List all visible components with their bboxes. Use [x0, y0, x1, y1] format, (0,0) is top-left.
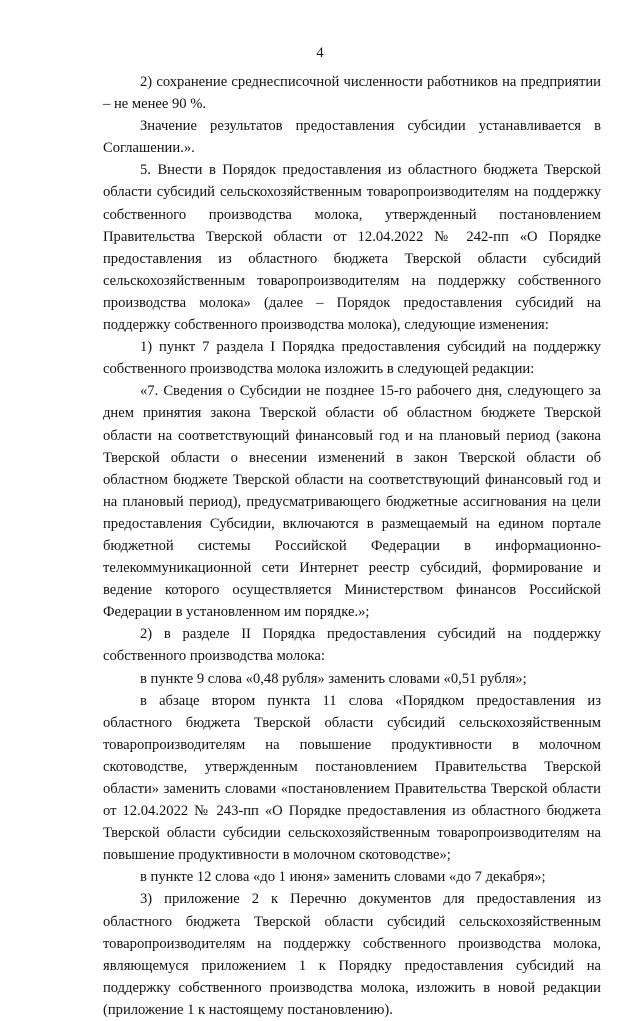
paragraph-point-9: в пункте 9 слова «0,48 рубля» заменить словами «0,51 рубля»; [140, 670, 527, 687]
paragraph-employees: 2) сохранение среднесписочной численности работников на предприятии – не менее 90 %. [103, 74, 601, 113]
document-body [103, 71, 601, 1021]
paragraph-subitem-1: 1) пункт 7 раздела I Порядка предоставления субсидий на поддержку собственного производства молока изложить в следующей редакции: [103, 339, 601, 378]
paragraph-point-11: в абзаце втором пункта 11 слова «Порядком предоставления из областного бюджета Тверской области субсидий сельскохозяйственным товаропроизводителям на повышение продуктивности в молочном скотоводстве, утвержденным постановлением Правительства Тверской области» заменить словами «постановлением Правительства Тверской области от 12.04.2022 № 243-пп «О Порядке предоставления из областного бюджета Тверской области субсидии сельскохозяйственным товаропроизводителям на повышение продуктивности в молочном скотоводстве»; [103, 692, 601, 864]
page-number: 4 [316, 45, 324, 61]
paragraph-results-value: Значение результатов предоставления субсидии устанавливается в Соглашении.». [103, 118, 601, 157]
paragraph-subitem-2: 2) в разделе II Порядка предоставления субсидий на поддержку собственного производства молока: [103, 626, 601, 665]
paragraph-clause-7: «7. Сведения о Субсидии не позднее 15-го рабочего дня, следующего за днем принятия закона Тверской области об областном бюджете Тверской области на соответствующий финансовый год и на плановый период (закона Тверской области о внесении изменений в закон Тверской области об областном бюджете Тверской области на соответствующий финансовый год и на плановый период), предусматривающего бюджетные ассигнования на цели предоставления Субсидии, включаются в размещаемый на едином портале бюджетной системы Российской Федерации в информационно-телекоммуникационной сети Интернет реестр субсидий, формирование и ведение которого осуществляется Министерством финансов Российской Федерации в установленном им порядке.»; [103, 383, 601, 621]
paragraph-item-5: 5. Внести в Порядок предоставления из областного бюджета Тверской области субсидий сельскохозяйственным товаропроизводителям на поддержку собственного производства молока, утвержденный постановлением Правительства Тверской области от 12.04.2022 № 242-пп «О Порядке предоставления из областного бюджета Тверской области субсидий сельскохозяйственным товаропроизводителям на поддержку собственного производства молока» (далее – Порядок предоставления субсидий на поддержку собственного производства молока), следующие изменения: [103, 162, 601, 334]
paragraph-subitem-3: 3) приложение 2 к Перечню документов для предоставления из областного бюджета Тверской области субсидий сельскохозяйственным товаропроизводителям на поддержку собственного производства молока, являющемуся приложением 1 к Порядку предоставления субсидий на поддержку собственного производства молока, изложить в новой редакции (приложение 1 к настоящему постановлению). [103, 891, 601, 1018]
paragraph-point-12: в пункте 12 слова «до 1 июня» заменить словами «до 7 декабря»; [140, 869, 546, 886]
